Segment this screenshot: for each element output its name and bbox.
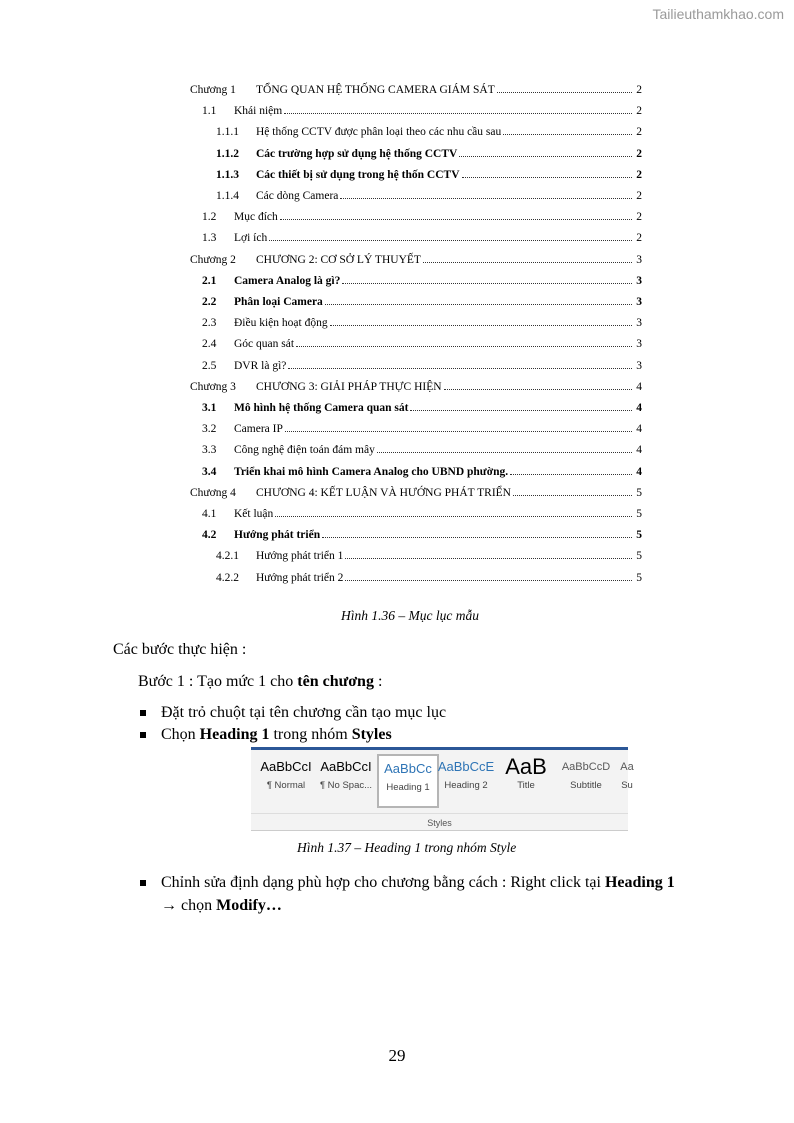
toc-entry-page: 5 [636, 571, 642, 584]
style-subtitle[interactable]: AaBbCcD Subtitle [561, 761, 611, 791]
toc-entry[interactable] [202, 101, 642, 117]
toc-entry[interactable] [202, 334, 642, 350]
toc-dot-leader [284, 112, 632, 114]
toc-entry-title: Hệ thống CCTV được phân loại theo các nhu cầu sau [256, 126, 502, 139]
toc-entry[interactable] [216, 186, 642, 202]
toc-entry-page: 3 [636, 338, 642, 351]
right-arrow-icon: → [161, 897, 177, 914]
toc-dot-leader [269, 239, 632, 241]
step-1 [138, 673, 382, 691]
toc-entry-title: Triển khai mô hình Camera Analog cho UBND phường. [234, 465, 509, 478]
toc-entry-title: Góc quan sát [234, 338, 295, 351]
toc-entry-number: 1.1.4 [216, 190, 239, 202]
toc-dot-leader [377, 451, 632, 453]
ribbon-group-label: Styles [427, 818, 452, 828]
toc-entry-page: 3 [636, 253, 642, 266]
toc-entry-page: 3 [636, 317, 642, 330]
toc-entry-title: Camera Analog là gì? [234, 274, 341, 287]
toc-entry-number: 3.3 [202, 444, 217, 457]
toc-dot-leader [280, 218, 632, 220]
toc-entry[interactable] [216, 546, 642, 562]
toc-entry[interactable] [202, 419, 642, 435]
toc-entry-title: Phân loại Camera [234, 296, 323, 308]
toc-entry-title: Lợi ích [234, 232, 268, 245]
toc-entry[interactable] [202, 207, 642, 223]
toc-dot-leader [330, 324, 632, 326]
toc-dot-leader [503, 133, 632, 135]
toc-entry-page: 5 [636, 508, 642, 520]
toc-entry-page: 2 [636, 232, 642, 245]
toc-dot-leader [342, 282, 632, 284]
toc-entry-number: 1.1 [202, 105, 217, 118]
toc-entry-title: Khái niệm [234, 105, 283, 118]
figure-caption-heading: Hình 1.37 – Heading 1 trong nhóm Style [297, 840, 517, 855]
toc-entry[interactable] [190, 483, 642, 499]
toc-entry-page: 3 [636, 296, 642, 308]
toc-entry-title: Mô hình hệ thống Camera quan sát [234, 402, 409, 414]
toc-entry-page: 5 [636, 529, 642, 542]
toc-entry-page: 4 [636, 444, 642, 457]
toc-entry-number: Chương 2 [190, 253, 236, 266]
step-1-bold: tên chương [297, 673, 374, 690]
toc-dot-leader [345, 557, 632, 559]
steps-intro: Các bước thực hiện : [113, 641, 247, 658]
toc-entry[interactable] [202, 440, 642, 456]
toc-entry-page: 4 [636, 380, 642, 393]
toc-entry[interactable] [190, 250, 642, 266]
toc-entry-title: Kết luận [234, 508, 274, 520]
toc-dot-leader [497, 91, 632, 93]
bullet-1-text: Đặt trỏ chuột tại tên chương cần tạo mục lục [161, 704, 447, 721]
bullet-square-icon [140, 880, 146, 886]
toc-dot-leader [322, 536, 632, 538]
toc-entry-title: DVR là gì? [234, 359, 287, 372]
toc-entry-page: 2 [636, 105, 642, 118]
toc-dot-leader [285, 430, 632, 432]
toc-entry-number: 1.1.3 [216, 168, 239, 181]
toc-entry[interactable] [202, 313, 642, 329]
toc-entry-page: 5 [636, 486, 642, 499]
toc-entry[interactable] [202, 462, 642, 478]
toc-dot-leader [275, 515, 632, 517]
toc-entry-page: 2 [636, 126, 642, 139]
style-normal[interactable]: AaBbCcI ¶ Normal [260, 759, 312, 791]
figure-caption-toc: Hình 1.36 – Mục lục mẫu [341, 608, 479, 623]
toc-entry[interactable] [190, 80, 642, 96]
toc-entry[interactable] [216, 165, 642, 181]
style-no-spacing[interactable]: AaBbCcI ¶ No Spac... [319, 759, 373, 791]
toc-entry-title: CHƯƠNG 2: CƠ SỞ LÝ THUYẾT [256, 253, 421, 266]
toc-entry-title: Các thiết bị sử dụng trong hệ thốn CCTV [256, 168, 460, 181]
styles-ribbon [251, 747, 634, 831]
toc-entry-number: 1.1.1 [216, 126, 239, 139]
toc-entry-number: Chương 1 [190, 84, 236, 96]
toc-dot-leader [325, 303, 632, 305]
toc-entry-page: 4 [636, 402, 642, 414]
toc-entry-number: 2.3 [202, 317, 217, 330]
step-1-suffix: : [373, 673, 383, 690]
style-heading-1[interactable]: AaBbCc Heading 1 [377, 754, 439, 808]
ribbon-separator [251, 813, 628, 814]
toc-entry-number: 3.1 [202, 402, 217, 414]
bullet-3-line2: → chọn Modify… [161, 897, 282, 914]
toc-entry[interactable] [202, 525, 642, 541]
toc-entry[interactable] [202, 228, 642, 244]
toc-entry-title: Hướng phát triển 1 [256, 550, 344, 563]
toc-dot-leader [510, 473, 632, 475]
toc-entry[interactable] [216, 568, 642, 584]
toc-entry-number: 2.4 [202, 338, 217, 351]
watermark: Tailieuthamkhao.com [652, 6, 784, 22]
toc-entry-title: Các trường hợp sử dụng hệ thống CCTV [256, 147, 458, 160]
toc-entry-title: Hướng phát triển [234, 529, 321, 542]
toc-entry[interactable] [216, 144, 642, 160]
toc-entry[interactable] [202, 271, 642, 287]
toc-entry-page: 4 [636, 423, 642, 436]
toc-entry-page: 3 [636, 359, 642, 372]
style-heading-2[interactable]: AaBbCcE Heading 2 [437, 759, 495, 791]
toc-entry[interactable] [202, 504, 642, 520]
toc-dot-leader [296, 345, 632, 347]
toc-entry-number: 4.2.2 [216, 571, 239, 584]
toc-entry-number: 3.2 [202, 423, 217, 436]
toc-entry[interactable] [202, 398, 642, 414]
toc-entry-number: 2.1 [202, 274, 217, 287]
toc-entry-title: Camera IP [234, 423, 283, 436]
toc-dot-leader [462, 176, 633, 178]
toc-entry-title: Hướng phát triển 2 [256, 571, 344, 584]
toc-entry-title: Điều kiện hoạt động [234, 317, 328, 330]
toc-entry[interactable] [202, 292, 642, 308]
toc-entry-number: 1.3 [202, 232, 217, 245]
toc-entry-page: 3 [636, 274, 642, 287]
toc-dot-leader [423, 261, 632, 263]
toc-entry-page: 2 [636, 211, 642, 224]
step-1-prefix: Bước 1 : Tạo mức 1 cho [138, 673, 298, 690]
toc-entry-number: 4.2.1 [216, 550, 239, 563]
toc-dot-leader [459, 155, 632, 157]
toc-entry[interactable] [202, 356, 642, 372]
toc-entry-title: Công nghệ điện toán đám mây [234, 444, 375, 457]
toc-entry-number: 1.2 [202, 211, 217, 224]
toc-entry-title: Các dòng Camera [256, 190, 339, 202]
toc-entry-title: CHƯƠNG 3: GIẢI PHÁP THỰC HIỆN [256, 380, 442, 393]
toc-entry[interactable] [216, 122, 642, 138]
toc-entry-title: CHƯƠNG 4: KẾT LUẬN VÀ HƯỚNG PHÁT TRIỂN [256, 486, 511, 499]
toc-dot-leader [340, 197, 632, 199]
toc-entry-number: Chương 3 [190, 380, 236, 393]
page-number: 29 [388, 1046, 406, 1065]
bullet-3-text: Chỉnh sửa định dạng phù hợp cho chương bằng cách : Right click tại Heading 1 [161, 874, 675, 891]
toc-entry-title: Mục đích [234, 211, 278, 224]
toc-entry-page: 2 [636, 168, 642, 181]
toc-entry-title: TỔNG QUAN HỆ THỐNG CAMERA GIÁM SÁT [256, 84, 495, 96]
toc-entry-number: 2.5 [202, 359, 217, 372]
toc-dot-leader [513, 494, 632, 496]
toc-entry-number: 4.2 [202, 529, 217, 542]
toc-entry-number: Chương 4 [190, 486, 236, 499]
toc-entry-page: 2 [636, 190, 642, 202]
toc-entry[interactable] [190, 377, 642, 393]
toc-dot-leader [288, 367, 632, 369]
toc-entry-page: 2 [636, 84, 642, 96]
toc-entry-number: 4.1 [202, 508, 217, 520]
toc-entry-number: 3.4 [202, 465, 217, 478]
toc-entry-number: 2.2 [202, 296, 217, 308]
toc-dot-leader [345, 579, 632, 581]
toc-entry-page: 2 [636, 147, 642, 160]
toc-entry-page: 5 [636, 550, 642, 563]
bullet-square-icon [140, 732, 146, 738]
style-more[interactable]: Aa Su [620, 761, 634, 791]
toc-entry-number: 1.1.2 [216, 147, 239, 160]
toc-dot-leader [410, 409, 632, 411]
style-title[interactable]: AaB Title [505, 754, 547, 791]
toc-dot-leader [444, 388, 632, 390]
bullet-square-icon [140, 710, 146, 716]
bullet-2-text: Chọn Heading 1 trong nhóm Styles [161, 726, 392, 743]
toc-entry-page: 4 [636, 465, 642, 478]
